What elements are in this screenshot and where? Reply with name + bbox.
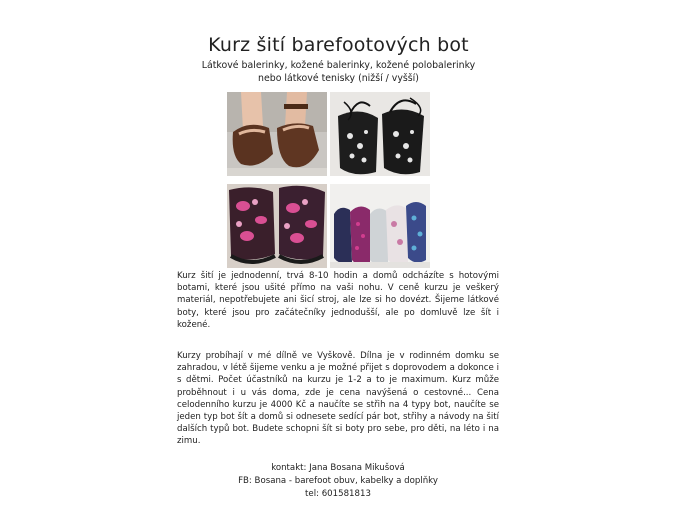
contact-name: kontakt: Jana Bosana Mikušová bbox=[271, 463, 405, 473]
course-details-paragraph: Kurzy probíhají v mé dílně ve Vyškově. Dílna je v rodinném domku se zahradou, v létě šijeme venku a je možné přijet s doprovodem a dokonce i s dětmi. Počet účastníků na kurzu je 1-2 a to je maximum. Kurz může proběhnout i u vás doma, zde je cena navýšená o cestovné... Cena celodenního kurzu je 4000 Kč a naučíte se střih na 4 typy bot, naučíte se jeden typ bot šít a domů si odnesete sedící pár bot, střihy a návody na šití dalších typů bot. Budete schopni šít si boty pro sebe, pro děti, na léto i na zimu. bbox=[177, 351, 499, 447]
subtitle-line-2: nebo látkové tenisky (nižší / vyšší) bbox=[258, 72, 419, 84]
page-title: Kurz šití barefootových bot bbox=[208, 34, 469, 56]
contact-phone: tel: 601581813 bbox=[305, 489, 371, 499]
course-description-paragraph: Kurz šití je jednodenní, trvá 8-10 hodin a domů odcházíte s hotovými botami, které jsou ušité přímo na vaši nohu. V ceně kurzu je veškerý materiál, nepotřebujete ani šicí stroj, ale lze si ho dovézt. Šijeme látkové boty, které jsou pro začátečníky jednodušší, ale po domluvě lze šít i kožené. bbox=[177, 271, 499, 330]
pink-floral-sandals-photo bbox=[227, 184, 327, 268]
black-lace-sandals-photo bbox=[330, 92, 430, 176]
brown-barefoot-ballet-flats-photo bbox=[227, 92, 327, 176]
subtitle bbox=[180, 60, 497, 85]
contact-block bbox=[177, 462, 499, 501]
colorful-fabric-sneakers-photo bbox=[330, 184, 430, 268]
subtitle-line-1: Látkové balerinky, kožené balerinky, kožené polobalerinky bbox=[201, 60, 476, 71]
contact-facebook: FB: Bosana - barefoot obuv, kabelky a doplňky bbox=[238, 476, 438, 486]
